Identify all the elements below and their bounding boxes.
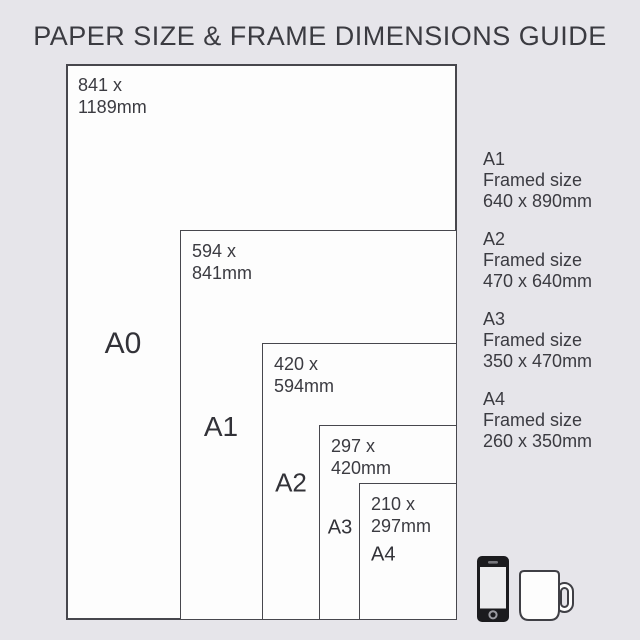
legend-caption: Framed size [483, 170, 583, 190]
dimension-width: 420 x [274, 354, 319, 374]
paper-dimensions-a2 [274, 353, 334, 397]
dimension-width: 297 x [331, 436, 376, 456]
framed-size-legend [483, 149, 592, 452]
paper-label-a0: A0 [104, 327, 142, 360]
page-title: PAPER SIZE & FRAME DIMENSIONS GUIDE [33, 21, 607, 51]
paper-label-a4: A4 [371, 543, 396, 566]
paper-dimensions-a3 [331, 435, 391, 479]
coffee-mug-icon [518, 569, 576, 622]
dimension-height: 1189mm [78, 97, 147, 117]
legend-caption: Framed size [483, 250, 583, 270]
legend-item-a1 [483, 149, 592, 212]
paper-dimensions-a4 [371, 493, 431, 537]
legend-item-a2 [483, 229, 592, 292]
dimension-width: 841 x [78, 75, 123, 95]
legend-size-label: A4 [483, 389, 506, 409]
paper-label-a2: A2 [275, 467, 307, 498]
scale-reference-icons [477, 556, 597, 622]
legend-item-a3 [483, 309, 592, 372]
dimension-height: 841mm [192, 263, 253, 283]
paper-dimensions-a0 [78, 74, 147, 118]
legend-framed-dimensions: 640 x 890mm [483, 191, 593, 211]
legend-size-label: A1 [483, 149, 506, 169]
paper-label-a1: A1 [203, 411, 239, 442]
legend-framed-dimensions: 470 x 640mm [483, 271, 593, 291]
paper-label-a3: A3 [327, 516, 353, 539]
legend-caption: Framed size [483, 330, 583, 350]
legend-size-label: A3 [483, 309, 506, 329]
dimension-height: 420mm [331, 458, 392, 478]
legend-framed-dimensions: 350 x 470mm [483, 351, 593, 371]
dimension-height: 594mm [274, 376, 335, 396]
paper-dimensions-a1 [192, 240, 252, 284]
legend-size-label: A2 [483, 229, 506, 249]
dimension-height: 297mm [371, 516, 432, 536]
dimension-width: 210 x [371, 494, 416, 514]
legend-item-a4 [483, 389, 592, 452]
legend-framed-dimensions: 260 x 350mm [483, 431, 593, 451]
legend-caption: Framed size [483, 410, 583, 430]
smartphone-icon [477, 556, 509, 622]
dimension-width: 594 x [192, 241, 237, 261]
